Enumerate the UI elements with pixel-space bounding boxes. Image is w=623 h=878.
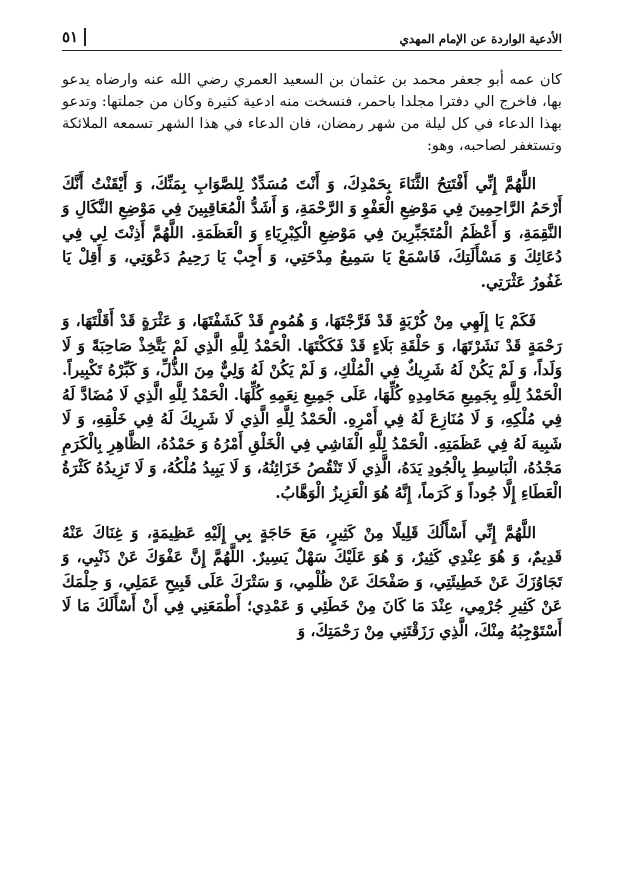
header-title: الأدعية الواردة عن الإمام المهدي: [399, 32, 562, 46]
page-number: ٥١: [62, 28, 79, 46]
header-separator: [84, 28, 86, 46]
prayer-paragraph-3: اللَّهُمَّ إِنِّي أَسْأَلُكَ قَلِيلًا مِنْ كَثِيرٍ، مَعَ حَاجَةٍ بِي إِلَيْهِ عَظِيمَةٍ، وَ غِنَاكَ عَنْهُ قَدِيمٌ، وَ هُوَ عِنْدِي كَثِيرٌ، وَ هُوَ عَلَيْكَ سَهْلٌ يَسِيرٌ. اللَّهُمَّ إِنَّ عَفْوَكَ عَنْ ذَنْبِي، وَ تَجَاوُزَكَ عَنْ خَطِيئَتِي، وَ صَفْحَكَ عَنْ ظُلْمِي، وَ سَتْرَكَ عَلَى قَبِيحِ عَمَلِي، وَ حِلْمَكَ عَنْ كَثِيرِ جُرْمِي، عِنْدَ مَا كَانَ مِنْ خَطَئِي وَ عَمْدِي؛ أَطْمَعَنِي فِي أَنْ أَسْأَلَكَ مَا لَا أَسْتَوْجِبُهُ مِنْكَ، الَّذِي رَزَقْتَنِي مِنْ رَحْمَتِكَ، وَ: [62, 523, 562, 640]
header-page-group: [62, 28, 92, 46]
intro-paragraph: كان عمه أبو جعفر محمد بن عثمان بن السعيد العمري رضي الله عنه وارضاه يدعو بها، فاخرج الي دفترا مجلدا باحمر، فنسخت منه ادعية كثيرة وكان من جملتها: وتدعو بهذا الدعاء في كل ليلة من شهر رمضان، فان الدعاء في هذا الشهر تسمعه الملائكة وتستغفر لصاحبه، وهو:: [62, 71, 562, 154]
prayer-paragraph-1: اللَّهُمَّ إِنِّي أَفْتَتِحُ الثَّنَاءَ بِحَمْدِكَ، وَ أَنْتَ مُسَدِّدٌ لِلصَّوَابِ بِمَنِّكَ، وَ أَيْقَنْتُ أَنَّكَ أَرْحَمُ الرَّاحِمِينَ فِي مَوْضِعِ الْعَفْوِ وَ الرَّحْمَةِ، وَ أَشَدُّ الْمُعَاقِبِينَ فِي مَوْضِعِ النَّكَالِ وَ النَّقِمَةِ، وَ أَعْظَمُ الْمُتَجَبِّرِينَ فِي مَوْضِعِ الْكِبْرِيَاءِ وَ الْعَظَمَةِ. اللَّهُمَّ أَذِنْتَ لِي فِي دُعَائِكَ وَ مَسْأَلَتِكَ، فَاسْمَعْ يَا سَمِيعُ مِدْحَتِي، وَ أَجِبْ يَا رَحِيمُ دَعْوَتِي، وَ أَقِلْ يَا غَفُورُ عَثْرَتِي.: [62, 174, 562, 291]
running-header: [62, 22, 562, 51]
document-page: [62, 22, 562, 659]
prayer-paragraph-2: فَكَمْ يَا إِلَهِي مِنْ كُرْبَةٍ قَدْ فَرَّجْتَهَا، وَ هُمُومٍ قَدْ كَشَفْتَهَا، وَ عَثْرَةٍ قَدْ أَقَلْتَهَا، وَ رَحْمَةٍ قَدْ نَشَرْتَهَا، وَ حَلْقَةِ بَلَاءٍ قَدْ فَكَكْتَهَا. الْحَمْدُ لِلَّهِ الَّذِي لَمْ يَتَّخِذْ صَاحِبَةً وَ لَا وَلَداً، وَ لَمْ يَكُنْ لَهُ شَرِيكٌ فِي الْمُلْكِ، وَ لَمْ يَكُنْ لَهُ وَلِيٌّ مِنَ الذُّلِّ، وَ كَبِّرْهُ تَكْبِيراً. الْحَمْدُ لِلَّهِ بِجَمِيعِ مَحَامِدِهِ كُلِّهَا، عَلَى جَمِيعِ نِعَمِهِ كُلِّهَا. الْحَمْدُ لِلَّهِ الَّذِي لَا مُضَادَّ لَهُ فِي مُلْكِهِ، وَ لَا مُنَازِعَ لَهُ فِي أَمْرِهِ. الْحَمْدُ لِلَّهِ الَّذِي لَا شَرِيكَ لَهُ فِي خَلْقِهِ، وَ لَا شَبِيهَ لَهُ فِي عَظَمَتِهِ. الْحَمْدُ لِلَّهِ الْفَاشِي فِي الْخَلْقِ أَمْرُهُ وَ حَمْدُهُ، الظَّاهِرِ بِالْكَرَمِ مَجْدُهُ، الْبَاسِطِ بِالْجُودِ يَدَهُ، الَّذِي لَا تَنْقُصُ خَزَائِنُهُ، وَ لَا يَبِيدُ مُلْكُهُ، وَ لَا تَزِيدُهُ كَثْرَةُ الْعَطَاءِ إِلَّا جُوداً وَ كَرَماً، إِنَّهُ هُوَ الْعَزِيزُ الْوَهَّابُ.: [62, 312, 562, 502]
